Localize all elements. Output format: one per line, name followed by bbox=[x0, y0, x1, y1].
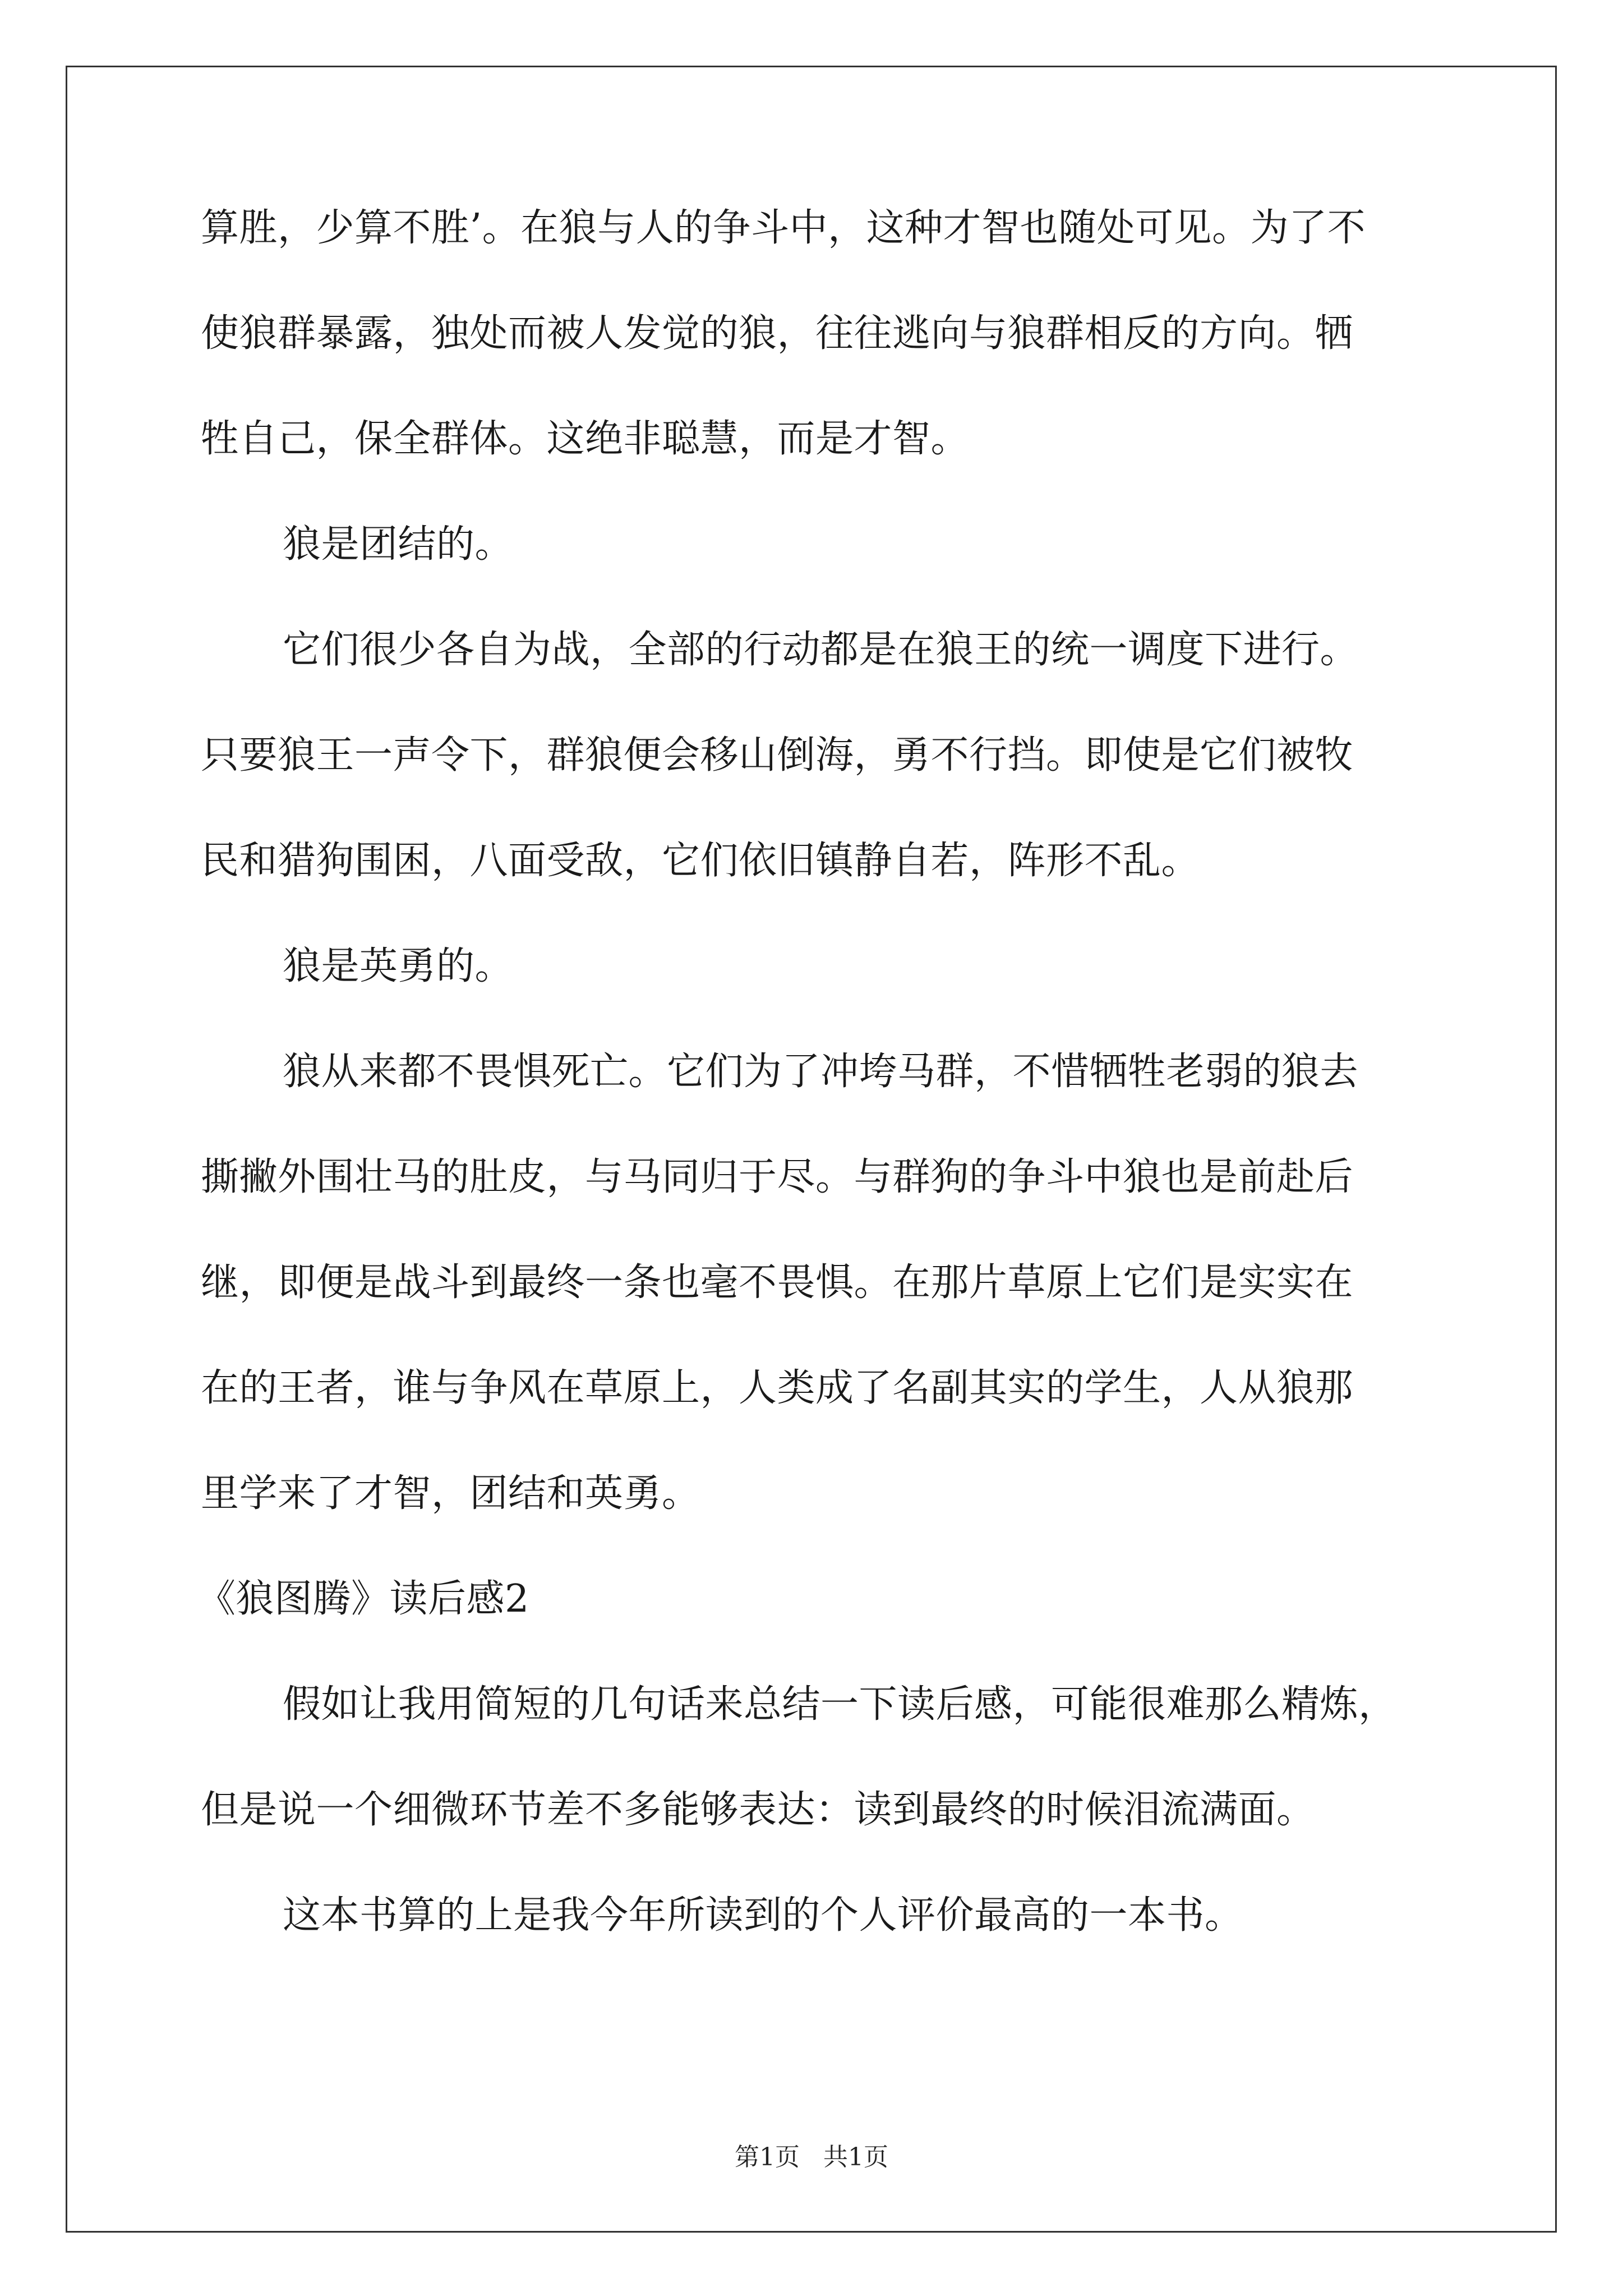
paragraph-line: 狼从来都不畏惧死亡。它们为了冲垮马群，不惜牺牲老弱的狼去 bbox=[283, 1050, 1359, 1094]
text-line: 使狼群暴露，独处而被人发觉的狼，往往逃向与狼群相反的方向。牺 bbox=[201, 311, 1354, 356]
text-line: 民和猎狗围困，八面受敌，它们依旧镇静自若，阵形不乱。 bbox=[201, 839, 1200, 883]
text-line: 只要狼王一声令下，群狼便会移山倒海，勇不行挡。即使是它们被牧 bbox=[201, 733, 1354, 777]
page-footer: 第1页 共1页 bbox=[735, 2143, 888, 2171]
paragraph-line: 狼是团结的。 bbox=[283, 522, 514, 567]
text-line: 算胜，少算不胜’。在狼与人的争斗中，这种才智也随处可见。为了不 bbox=[201, 206, 1366, 250]
section-heading: 《狼图腾》读后感2 bbox=[197, 1577, 529, 1621]
text-line: 继，即便是战斗到最终一条也毫不畏惧。在那片草原上它们是实实在 bbox=[201, 1260, 1354, 1305]
paragraph-line: 这本书算的上是我今年所读到的个人评价最高的一本书。 bbox=[283, 1893, 1243, 1938]
text-line: 在的王者，谁与争风在草原上，人类成了名副其实的学生，人从狼那 bbox=[201, 1366, 1354, 1410]
paragraph-line: 假如让我用简短的几句话来总结一下读后感，可能很难那么精炼， bbox=[283, 1682, 1397, 1727]
paragraph-line: 它们很少各自为战，全部的行动都是在狼王的统一调度下进行。 bbox=[283, 628, 1359, 672]
text-line: 牲自己，保全群体。这绝非聪慧，而是才智。 bbox=[201, 417, 970, 461]
text-line: 但是说一个细微环节差不多能够表达：读到最终的时候泪流满面。 bbox=[201, 1788, 1315, 1832]
text-line: 里学来了才智，团结和英勇。 bbox=[201, 1471, 700, 1516]
paragraph-line: 狼是英勇的。 bbox=[283, 944, 514, 988]
text-line: 撕撇外围壮马的肚皮，与马同归于尽。与群狗的争斗中狼也是前赴后 bbox=[201, 1155, 1354, 1199]
